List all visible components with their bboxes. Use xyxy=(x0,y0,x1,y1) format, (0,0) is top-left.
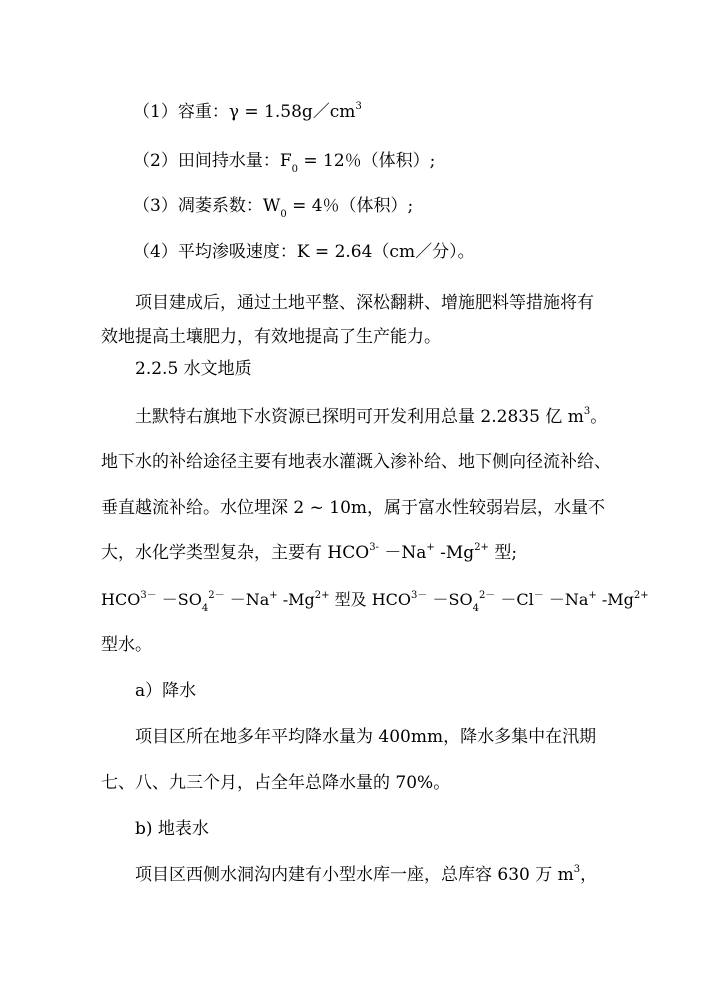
item-label: 田间持水量： xyxy=(177,151,280,171)
paragraph-line: 土默特右旗地下水资源已探明可开发利用总量 2.2835 亿 $m^3$。 xyxy=(135,406,608,427)
item-value: = 12％（体积）; xyxy=(298,151,436,171)
item-symbol: W xyxy=(262,196,281,216)
paragraph-line: 效地提高土壤肥力，有效地提高了生产能力。 xyxy=(101,327,441,347)
item-value: = 1.58g／cm xyxy=(239,102,356,122)
item-number: （1） xyxy=(133,102,178,122)
paragraph-line: 大，水化学类型复杂，主要有 $HCO^{3-} -Na^+$ $-Mg^{2+}$ 型; xyxy=(101,542,518,563)
paragraph-line: 型水。 xyxy=(101,635,152,655)
soil-property-item xyxy=(133,241,475,263)
paragraph-line: 项目建成后，通过土地平整、深松翻耕、增施肥料等措施将有 xyxy=(135,293,594,313)
superscript: 3 xyxy=(583,406,591,418)
paragraph-line: 地下水的补给途径主要有地表水灌溉入渗补给、地下侧向径流补给、 xyxy=(101,452,611,472)
item-number: （4） xyxy=(133,242,178,262)
item-number: （3） xyxy=(133,196,178,216)
item-number: （2） xyxy=(133,151,178,171)
superscript: 3 xyxy=(573,864,581,876)
item-value: = 4％（体积）; xyxy=(286,196,414,216)
item-label: 凋萎系数： xyxy=(177,196,263,216)
subscript: 0 xyxy=(280,209,287,221)
soil-property-item xyxy=(133,195,414,221)
item-symbol: K xyxy=(296,242,310,262)
section-heading: 2.2.5 水文地质 xyxy=(135,359,252,379)
chemical-formula-line: $HCO^{3-} -SO_4^{2-} -Na^+$ $-Mg^{2+}$ 型及 $HCO^{3-} -SO_4^{2-} -Cl^- -Na^+$ $-Mg^{2+}$ xyxy=(101,589,649,615)
soil-property-item xyxy=(133,101,362,123)
paragraph-line: 项目区西侧水洞沟内建有小型水库一座，总库容 630 万 $m^3$， xyxy=(135,864,598,885)
subsection-heading: a）降水 xyxy=(135,681,197,701)
subsection-heading: b) 地表水 xyxy=(135,819,209,839)
paragraph-line: 垂直越流补给。水位埋深 2 ~ 10m，属于富水性较弱岩层，水量不 xyxy=(101,498,606,518)
item-value: = 2.64（cm／分）。 xyxy=(309,242,475,262)
item-label: 平均渗吸速度： xyxy=(177,242,297,262)
paragraph-line: 项目区所在地多年平均降水量为 400mm，降水多集中在汛期 xyxy=(135,727,597,747)
item-symbol: γ xyxy=(228,102,239,122)
item-symbol: F xyxy=(279,151,292,171)
superscript: 3 xyxy=(355,101,362,113)
paragraph-line: 七、八、九三个月，占全年总降水量的 70%。 xyxy=(101,773,451,793)
item-label: 容重： xyxy=(177,102,229,122)
subscript: 0 xyxy=(291,164,298,176)
soil-property-item xyxy=(133,150,436,176)
